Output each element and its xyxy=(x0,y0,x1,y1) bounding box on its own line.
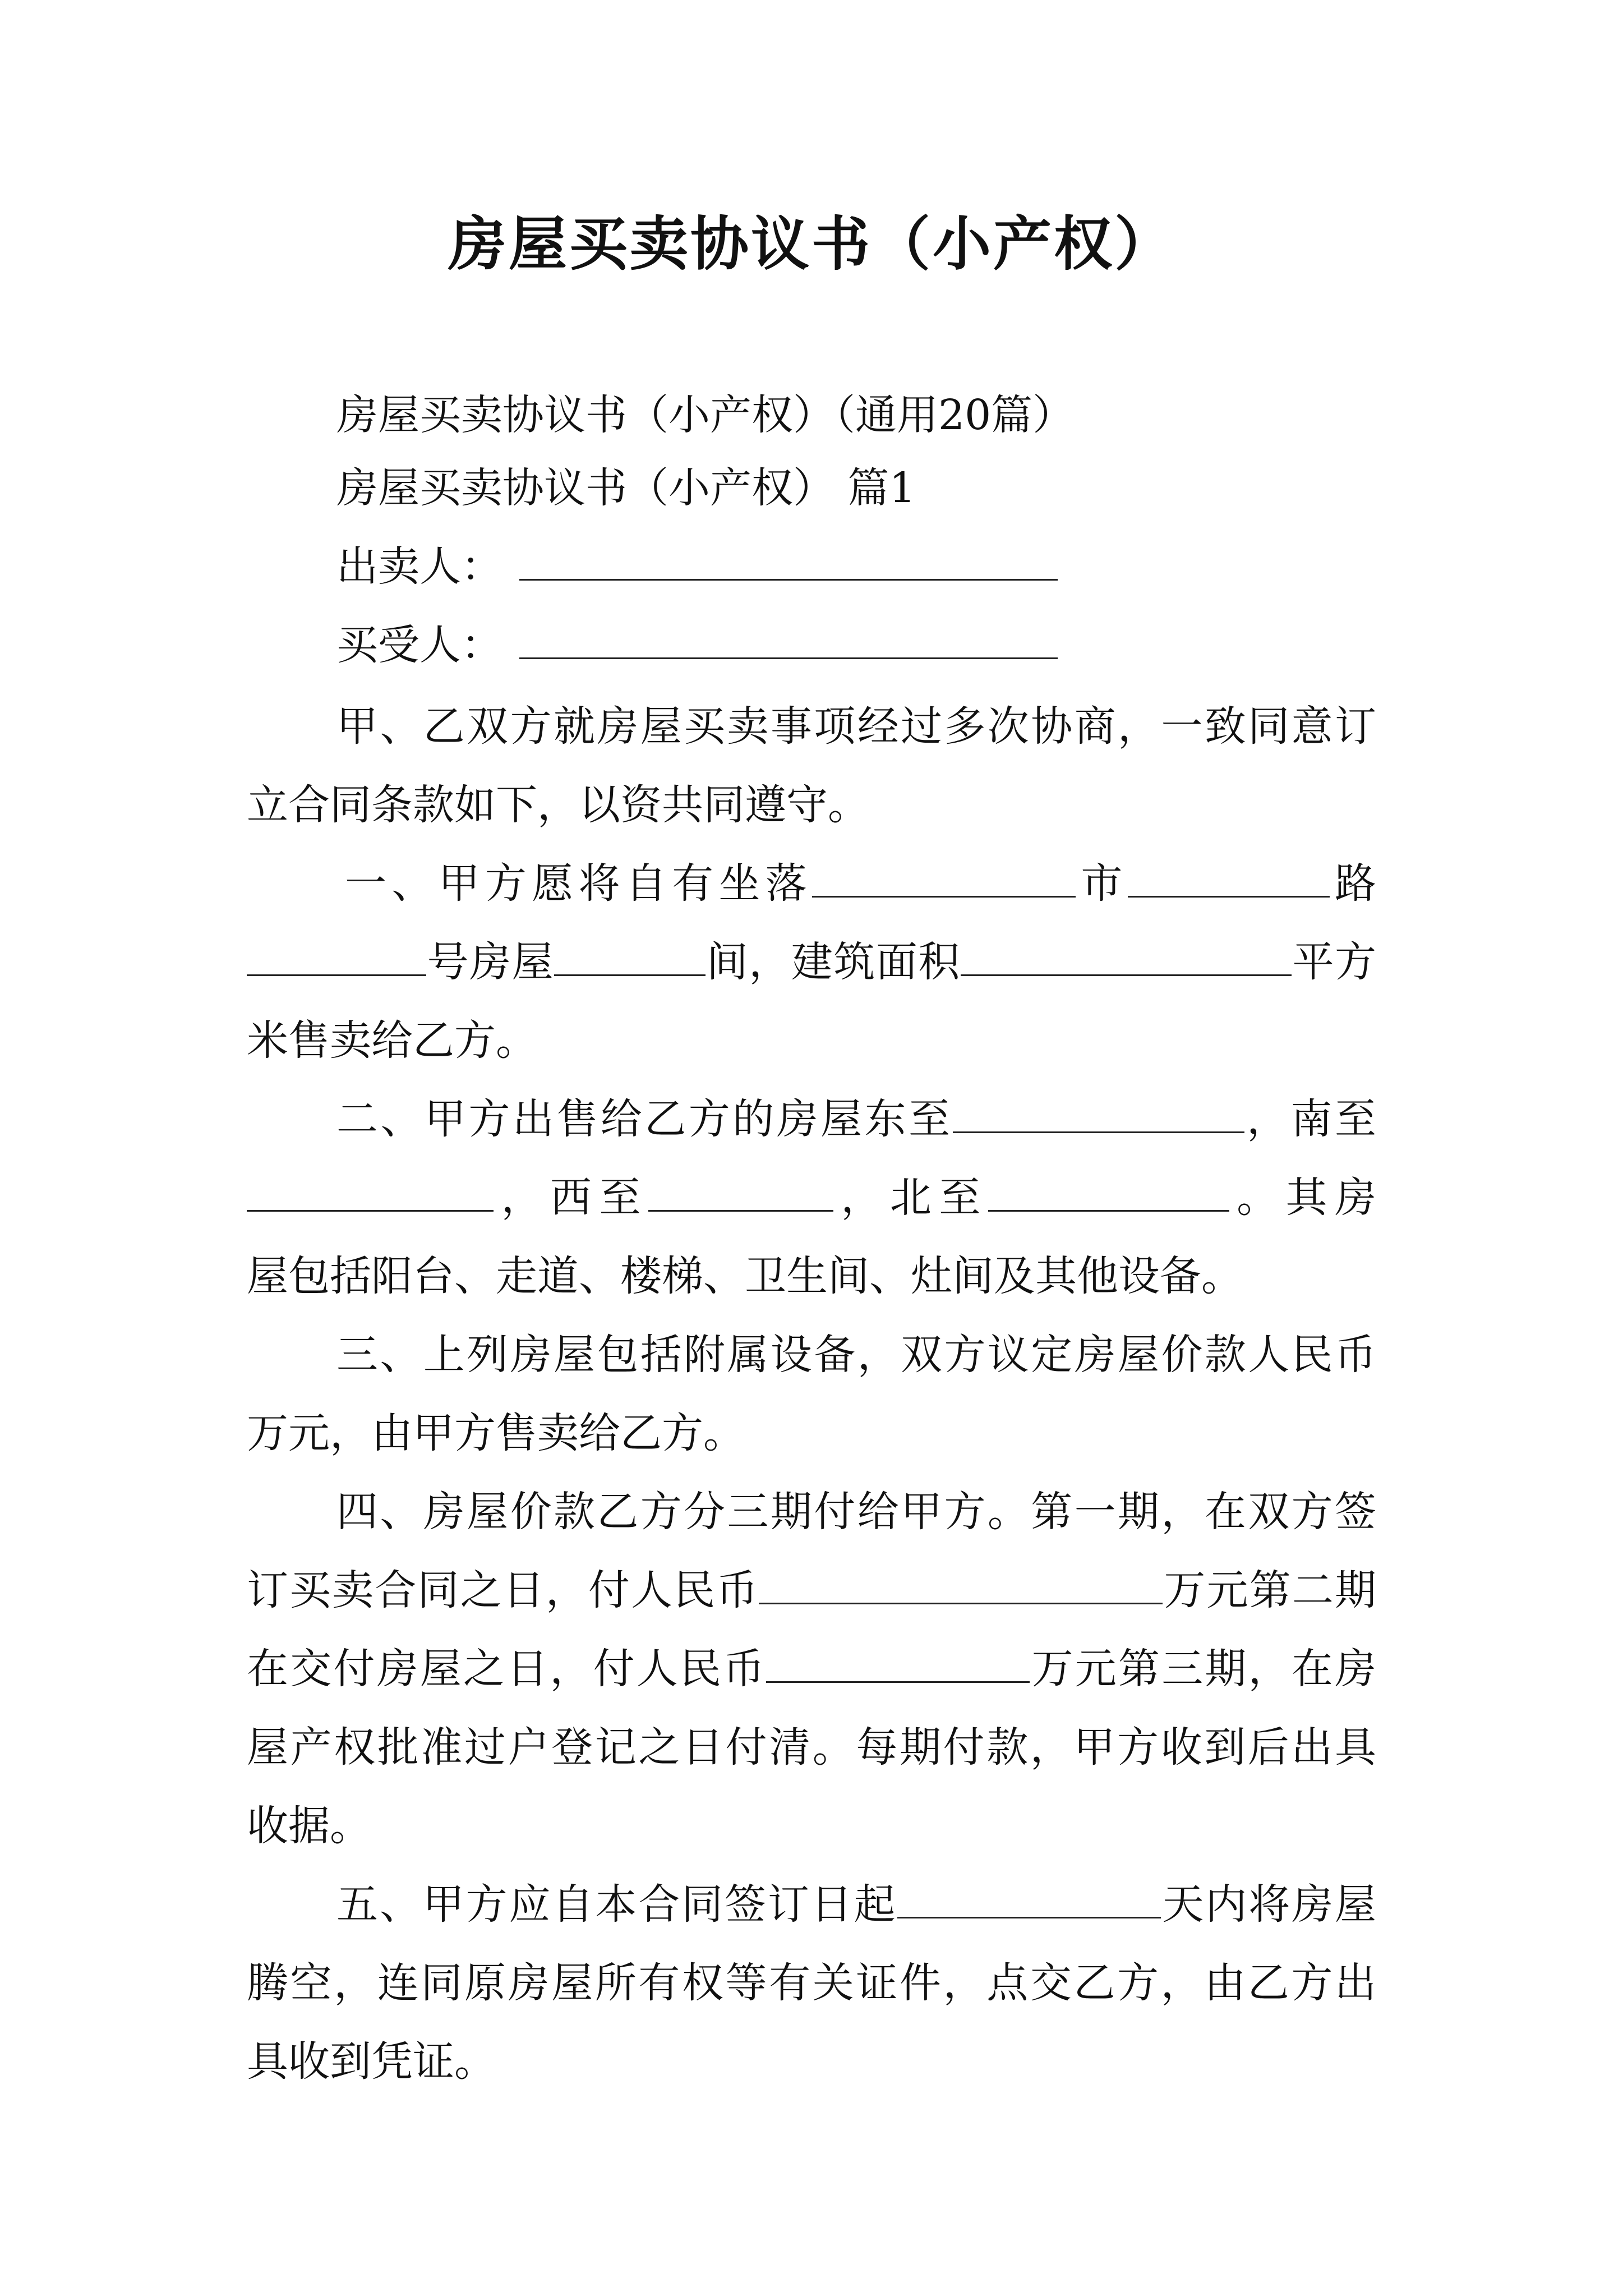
second-payment-blank xyxy=(766,1642,1030,1683)
city-blank xyxy=(1128,857,1330,898)
clause-1-text-d: 号房屋 xyxy=(426,938,555,986)
location-blank xyxy=(812,857,1076,898)
east-boundary-blank xyxy=(953,1092,1244,1133)
clause-4-text-e: 万元第三期，在房 xyxy=(1030,1645,1377,1693)
clause-4-text-b: 订买卖合同之日，付人民币 xyxy=(247,1566,759,1614)
room-count-blank xyxy=(554,935,706,976)
first-payment-blank xyxy=(759,1563,1163,1604)
clause-2-line-3: 屋包括阳台、走道、楼梯、卫生间、灶间及其他设备。 xyxy=(247,1252,1243,1300)
buyer-line xyxy=(336,617,1058,673)
seller-blank xyxy=(519,540,1058,581)
clause-1-text-b: 市 xyxy=(1076,859,1128,908)
clause-2-text-b: ，南至 xyxy=(1244,1095,1377,1143)
clause-3-line-2: 万元，由甲方售卖给乙方。 xyxy=(247,1409,745,1457)
clause-5-line-1 xyxy=(336,1876,1376,1932)
clause-5-text-b: 天内将房屋 xyxy=(1160,1880,1377,1929)
west-boundary-blank xyxy=(648,1171,833,1212)
intro-line-1: 甲、乙双方就房屋买卖事项经过多次协商，一致同意订 xyxy=(336,702,1376,751)
clause-4-line-3 xyxy=(247,1641,1376,1697)
south-boundary-blank xyxy=(247,1171,494,1212)
clause-4-text-c: 万元第二期 xyxy=(1163,1566,1377,1614)
road-number-blank xyxy=(247,935,426,976)
clause-2-text-c: ，西至 xyxy=(494,1174,648,1222)
clause-4-line-2 xyxy=(247,1562,1376,1618)
clause-2-text-a: 二、甲方出售给乙方的房屋东至 xyxy=(336,1095,953,1143)
clause-4-line-4: 屋产权批准过户登记之日付清。每期付款，甲方收到后出具 xyxy=(247,1723,1376,1772)
clause-2-line-1 xyxy=(336,1091,1376,1147)
clause-5-text-a: 五、甲方应自本合同签订日起 xyxy=(336,1880,897,1929)
buyer-label: 买受人： xyxy=(336,621,502,669)
buyer-blank xyxy=(519,618,1058,659)
seller-label: 出卖人： xyxy=(336,542,502,591)
clause-5-line-3: 具收到凭证。 xyxy=(247,2037,496,2086)
document-subtitle: 房屋买卖协议书（小产权）（通用20篇） xyxy=(336,391,1075,439)
clause-1-text-a: 一、甲方愿将自有坐落 xyxy=(345,859,813,908)
section-heading: 房屋买卖协议书（小产权） 篇1 xyxy=(336,464,916,512)
north-boundary-blank xyxy=(988,1171,1229,1212)
clause-5-line-2: 腾空，连同原房屋所有权等有关证件，点交乙方，由乙方出 xyxy=(247,1959,1376,2007)
vacate-days-blank xyxy=(897,1878,1161,1918)
clause-1-text-e: 间，建筑面积 xyxy=(706,938,961,986)
clause-3-line-1: 三、上列房屋包括附属设备，双方议定房屋价款人民币 xyxy=(336,1331,1376,1379)
seller-line xyxy=(336,539,1058,595)
clause-1-line-2 xyxy=(247,934,1376,990)
clause-2-text-d: ，北至 xyxy=(833,1174,988,1222)
clause-1-text-f: 平方 xyxy=(1291,938,1377,986)
clause-1-text-c: 路 xyxy=(1329,859,1377,908)
clause-4-text-d: 在交付房屋之日，付人民币 xyxy=(247,1645,767,1693)
clause-2-line-2 xyxy=(247,1170,1376,1226)
clause-4-line-1: 四、房屋价款乙方分三期付给甲方。第一期，在双方签 xyxy=(336,1488,1376,1536)
clause-1-line-3: 米售卖给乙方。 xyxy=(247,1016,537,1065)
intro-line-2: 立合同条款如下，以资共同遵守。 xyxy=(247,781,869,829)
document-title: 房屋买卖协议书（小产权） xyxy=(448,209,1175,278)
clause-2-text-e: 。其房 xyxy=(1229,1174,1377,1222)
clause-4-line-5: 收据。 xyxy=(247,1802,371,1850)
floor-area-blank xyxy=(961,935,1292,976)
clause-1-line-1 xyxy=(345,855,1376,912)
